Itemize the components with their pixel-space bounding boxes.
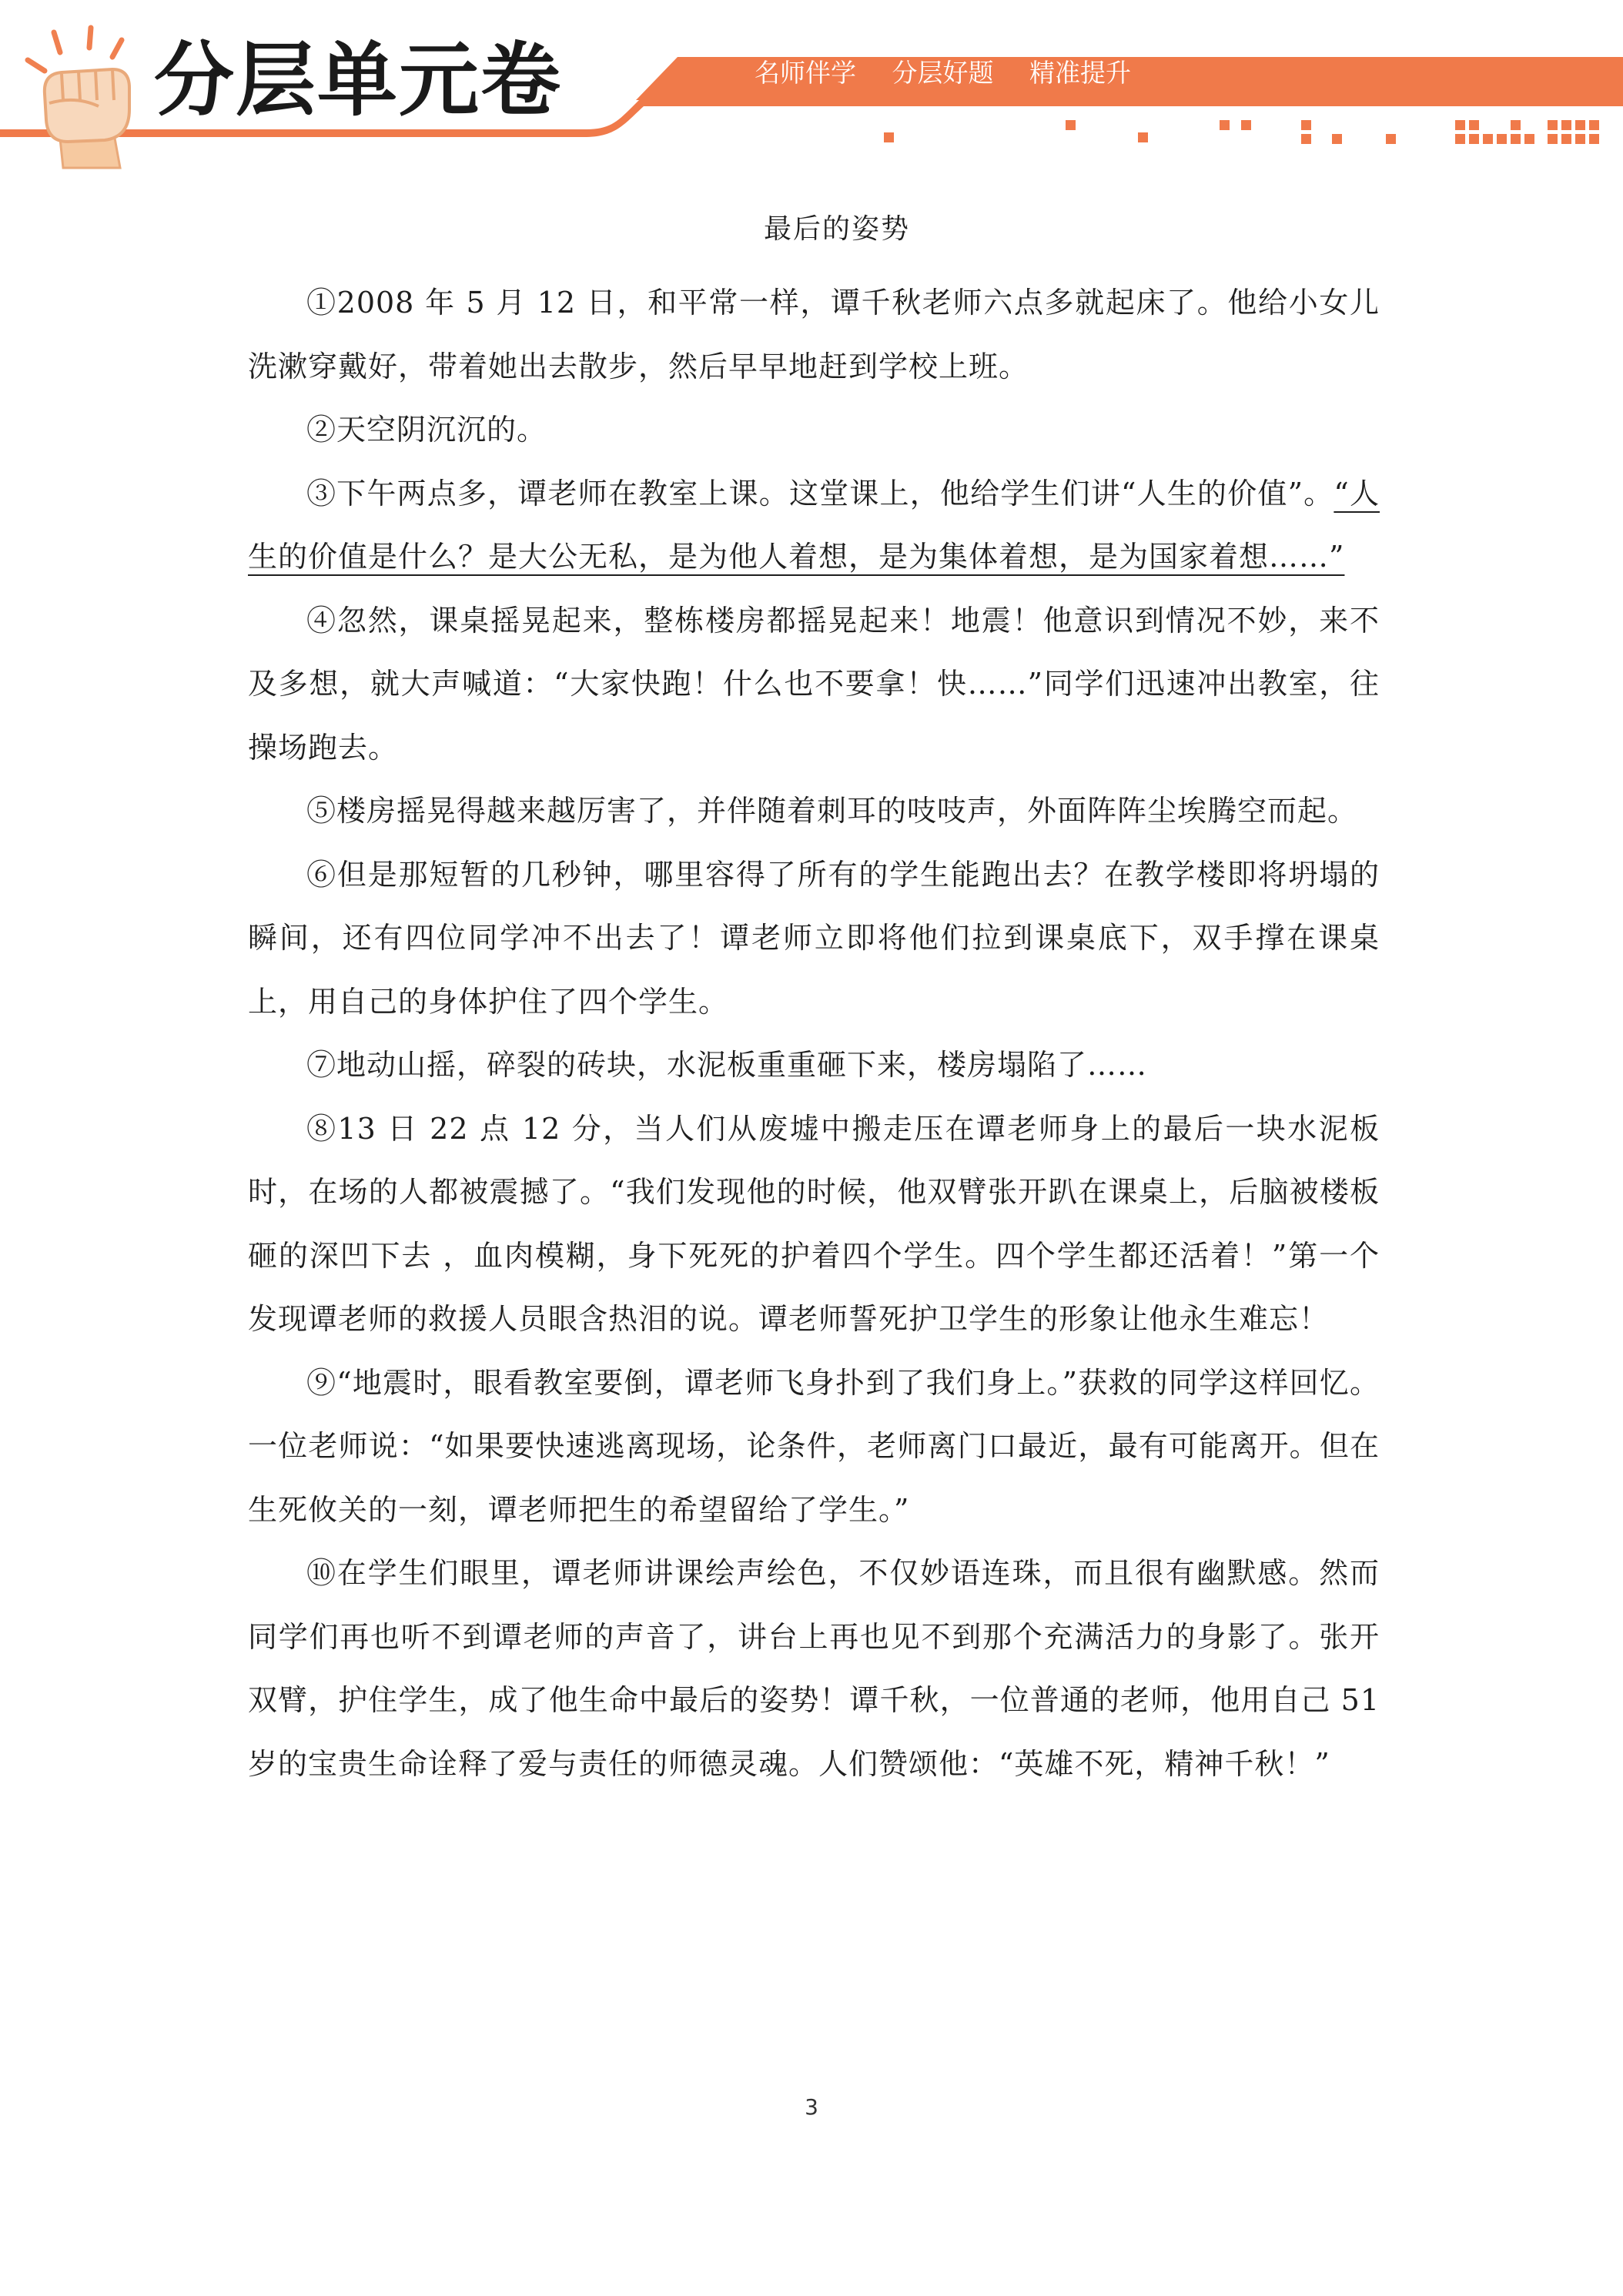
page-header	[0, 0, 1623, 177]
paragraph-5	[248, 779, 1380, 843]
paragraph-text: ⑤楼房摇晃得越来越厉害了，并伴随着刺耳的吱吱声，外面阵阵尘埃腾空而起。	[306, 794, 1358, 828]
raised-fist-icon	[14, 23, 152, 169]
underlined-sentence: “人生的价值是什么？是大公无私，是为他人着想，是为集体着想，是为国家着想……”	[248, 476, 1380, 574]
slogan-item: 名师伴学	[755, 58, 856, 88]
paragraph-text: ⑨“地震时，眼看教室要倒，谭老师飞身扑到了我们身上。”获救的同学这样回忆。一位老师说：“如果要快速逃离现场，论条件，老师离门口最近，最有可能离开。但在生死攸关的一刻，谭老师把生的希望留给了学生。”	[248, 1365, 1380, 1527]
paragraph-text: ①2008 年 5 月 12 日，和平常一样，谭千秋老师六点多就起床了。他给小女儿洗漱穿戴好，带着她出去散步，然后早早地赶到学校上班。	[248, 286, 1380, 383]
paragraph-4	[248, 589, 1380, 780]
header-slogan	[755, 58, 1159, 88]
paragraph-1	[248, 271, 1380, 398]
page-number: 3	[805, 2094, 818, 2120]
paragraph-10	[248, 1541, 1380, 1796]
article	[248, 208, 1380, 1796]
paragraph-text: ⑦地动山摇，碎裂的砖块，水泥板重重砸下来，楼房塌陷了……	[306, 1048, 1148, 1082]
paragraph-9	[248, 1351, 1380, 1542]
paragraph-8	[248, 1097, 1380, 1351]
paragraph-text: ②天空阴沉沉的。	[306, 413, 547, 447]
brand-title: 分层单元卷	[154, 33, 563, 127]
paragraph-text: ③下午两点多，谭老师在教室上课。这堂课上，他给学生们讲“人生的价值”。	[306, 476, 1334, 510]
paragraph-text: ⑩在学生们眼里，谭老师讲课绘声绘色，不仅妙语连珠，而且很有幽默感。然而同学们再也听不到谭老师的声音了，讲台上再也见不到那个充满活力的身影了。张开双臂，护住学生，成了他生命中最后的姿势！谭千秋，一位普通的老师，他用自己 51 岁的宝贵生命诠释了爱与责任的师德灵魂。人们赞颂他：“英雄不死，精神千秋！”	[248, 1556, 1380, 1781]
paragraph-text: ④忽然，课桌摇晃起来，整栋楼房都摇晃起来！地震！他意识到情况不妙，来不及多想，就大声喊道：“大家快跑！什么也不要拿！快……”同学们迅速冲出教室，往操场跑去。	[248, 603, 1380, 765]
decorative-dots	[884, 120, 1599, 144]
paragraph-6	[248, 843, 1380, 1034]
article-title: 最后的姿势	[763, 213, 910, 245]
paragraph-text: ⑧13 日 22 点 12 分，当人们从废墟中搬走压在谭老师身上的最后一块水泥板时，在场的人都被震撼了。“我们发现他的时候，他双臂张开趴在课桌上，后脑被楼板砸的深凹下去 ，血肉模糊，身下死死的护着四个学生。四个学生都还活着！”第一个发现谭老师的救援人员眼含热泪的说。谭老师誓死护卫学生的形象让他永生难忘！	[248, 1111, 1380, 1336]
paragraph-7	[248, 1033, 1380, 1097]
paragraph-2	[248, 398, 1380, 462]
slogan-item: 分层好题	[892, 58, 994, 88]
paragraph-3	[248, 462, 1380, 589]
slogan-item: 精准提升	[1029, 58, 1131, 88]
paragraph-text: ⑥但是那短暂的几秒钟，哪里容得了所有的学生能跑出去？在教学楼即将坍塌的瞬间，还有四位同学冲不出去了！谭老师立即将他们拉到课桌底下，双手撑在课桌上，用自己的身体护住了四个学生。	[248, 857, 1380, 1019]
